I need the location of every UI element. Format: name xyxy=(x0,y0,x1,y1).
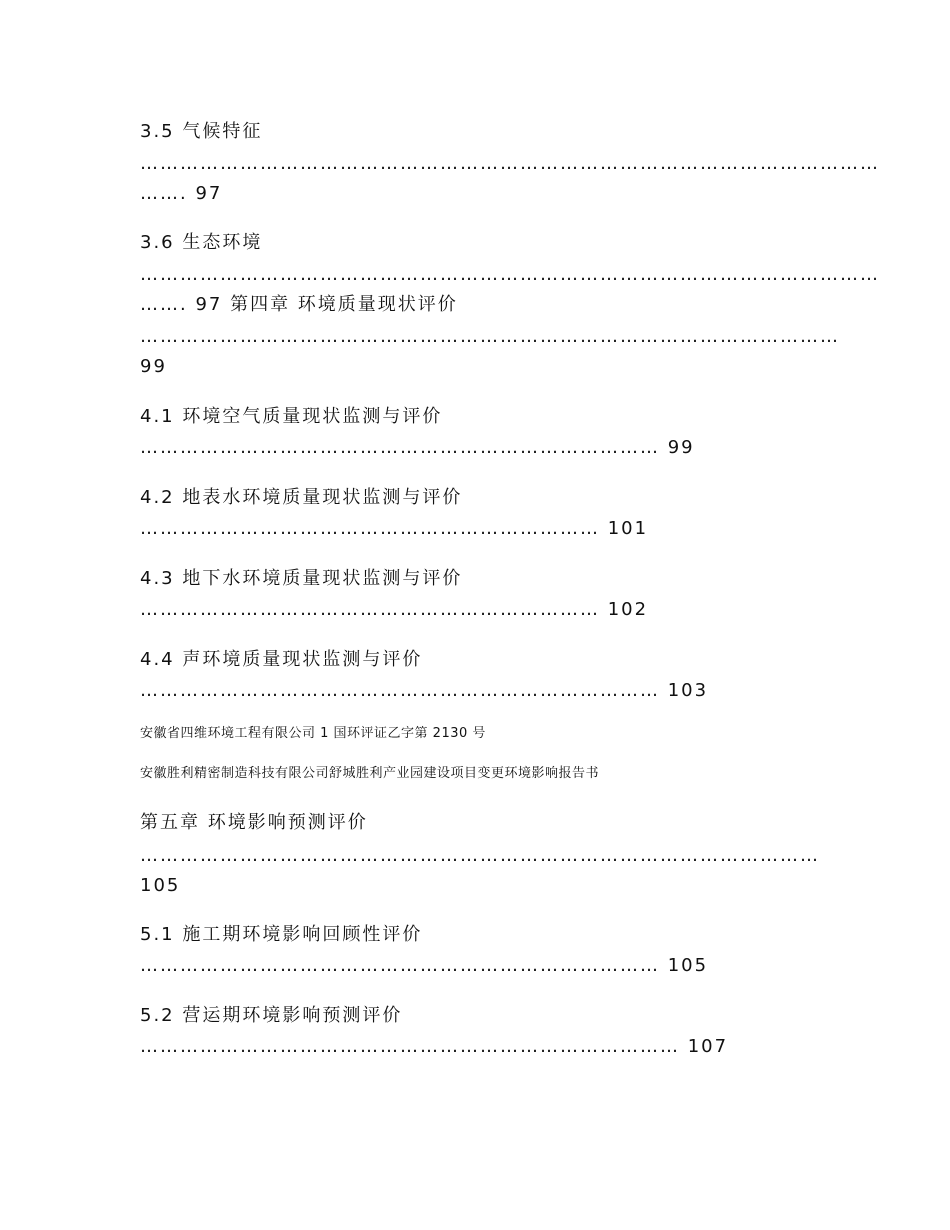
toc-leader: ………………………………………………………………………………………………… xyxy=(140,264,880,285)
toc-title-3-5: 3.5 气候特征 xyxy=(140,121,263,142)
toc-leader-page: ……. 97 xyxy=(140,183,223,204)
toc-leader-page: …………………………………………………………… 101 xyxy=(140,518,649,539)
toc-title-4-3: 4.3 地下水环境质量现状监测与评价 xyxy=(140,568,463,589)
toc-title-4-4: 4.4 声环境质量现状监测与评价 xyxy=(140,649,423,670)
toc-page-number: 105 xyxy=(140,875,181,896)
toc-title-5-2: 5.2 营运期环境影响预测评价 xyxy=(140,1005,403,1026)
toc-title-3-6: 3.6 生态环境 xyxy=(140,232,263,253)
toc-leader-page: …………………………………………………………………… 103 xyxy=(140,680,709,701)
toc-leader-page-chapter-4: ……. 97 第四章 环境质量现状评价 xyxy=(140,294,458,315)
toc-leader: …………………………………………………………………………………………… xyxy=(140,326,840,347)
toc-title-5-1: 5.1 施工期环境影响回顾性评价 xyxy=(140,924,423,945)
page-header: 安徽胜利精密制造科技有限公司舒城胜利产业园建设项目变更环境影响报告书 xyxy=(140,766,600,781)
toc-title-4-1: 4.1 环境空气质量现状监测与评价 xyxy=(140,406,443,427)
toc-leader-page: ……………………………………………………………………… 107 xyxy=(140,1036,729,1057)
toc-leader: ………………………………………………………………………………………………… xyxy=(140,153,880,174)
toc-leader: ………………………………………………………………………………………… xyxy=(140,845,820,866)
toc-title-4-2: 4.2 地表水环境质量现状监测与评价 xyxy=(140,487,463,508)
toc-page-number: 99 xyxy=(140,356,167,377)
toc-title-chapter-5: 第五章 环境影响预测评价 xyxy=(140,812,368,833)
page-footer: 安徽省四维环境工程有限公司 1 国环评证乙字第 2130 号 xyxy=(140,726,486,741)
toc-leader-page: …………………………………………………………………… 99 xyxy=(140,437,695,458)
toc-leader-page: …………………………………………………………… 102 xyxy=(140,599,649,620)
toc-leader-page: …………………………………………………………………… 105 xyxy=(140,955,709,976)
